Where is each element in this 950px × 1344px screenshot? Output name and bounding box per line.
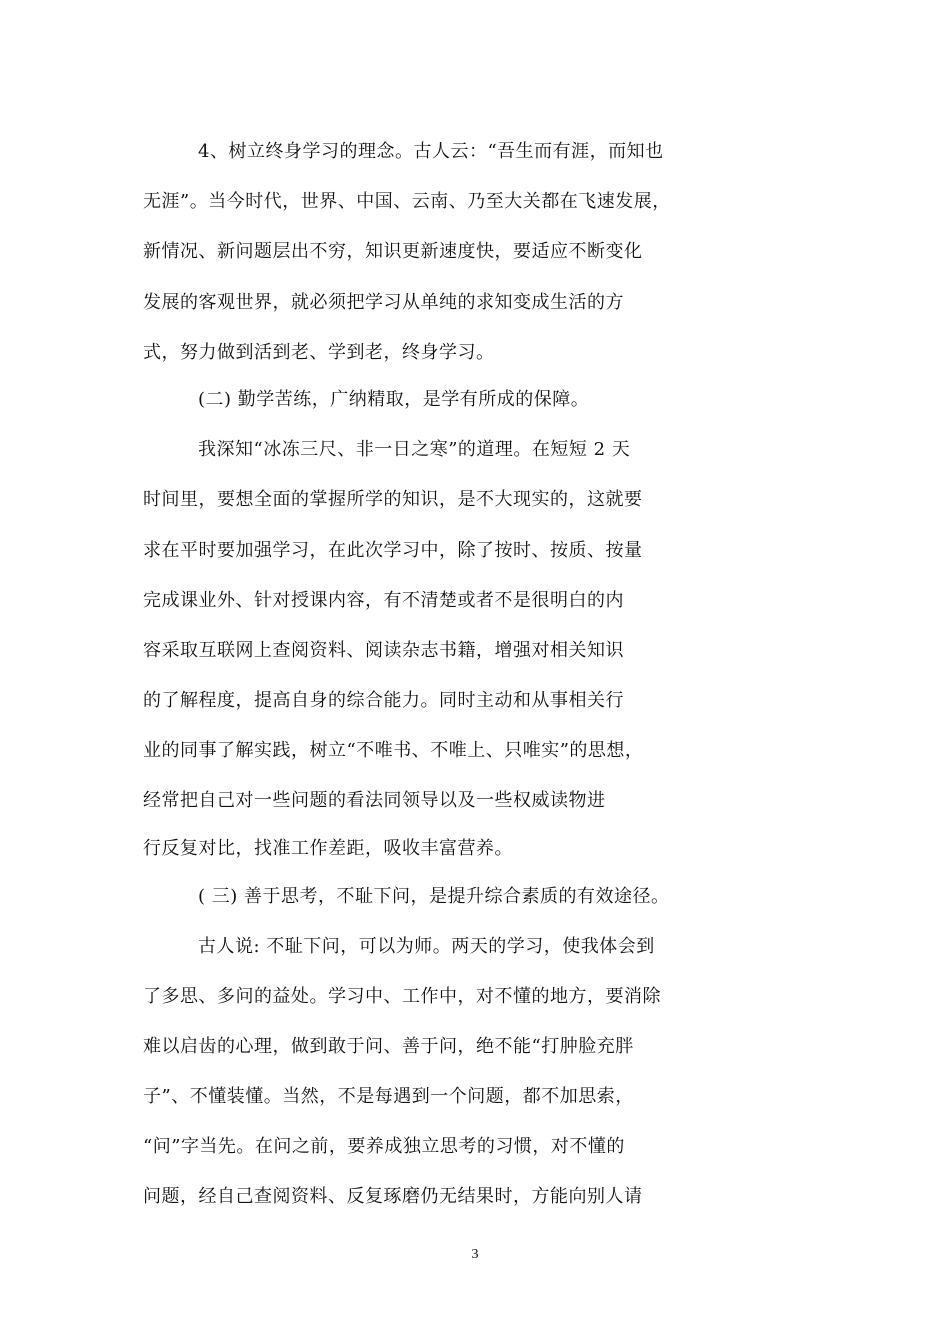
text-line: 发展的客观世界，就必须把学习从单纯的求知变成生活的方 xyxy=(143,292,624,313)
text-line: 无涯”。当今时代，世界、中国、云南、乃至大关都在飞速发展， xyxy=(143,191,671,212)
text-line: 行反复对比，找准工作差距，吸收丰富营养。 xyxy=(143,838,513,859)
text-line: 古人说: 不耻下问，可以为师。两天的学习，使我体会到 xyxy=(198,936,655,957)
text-line: 求在平时要加强学习，在此次学习中，除了按时、按质、按量 xyxy=(143,540,643,561)
section-heading: (二) 勤学苦练，广纳精取，是学有所成的保障。 xyxy=(198,389,590,410)
text-line: 新情况、新问题层出不穷，知识更新速度快，要适应不断变化 xyxy=(143,241,643,262)
text-line: “问”字当先。在问之前，要养成独立思考的习惯，对不懂的 xyxy=(143,1136,625,1157)
text-line: 经常把自己对一些问题的看法同领导以及一些权威读物进 xyxy=(143,790,606,811)
text-line: 时间里，要想全面的掌握所学的知识，是不大现实的，这就要 xyxy=(143,489,643,510)
text-line: 容采取互联网上查阅资料、阅读杂志书籍，增强对相关知识 xyxy=(143,640,624,661)
text-line: 4、树立终身学习的理念。古人云：“吾生而有涯，而知也 xyxy=(198,141,664,162)
text-line: 我深知“冰冻三尺、非一日之寒”的道理。在短短 2 天 xyxy=(198,439,631,460)
section-heading: ( 三) 善于思考，不耻下问，是提升综合素质的有效途径。 xyxy=(198,886,670,907)
text-line: 问题，经自己查阅资料、反复琢磨仍无结果时，方能向别人请 xyxy=(143,1186,643,1207)
text-line: 完成课业外、针对授课内容，有不清楚或者不是很明白的内 xyxy=(143,590,624,611)
page-number: 3 xyxy=(471,1247,479,1262)
text-line: 的了解程度，提高自身的综合能力。同时主动和从事相关行 xyxy=(143,690,624,711)
text-line: 业的同事了解实践，树立“不唯书、不唯上、只唯实”的思想， xyxy=(143,740,644,761)
text-line: 式，努力做到活到老、学到老，终身学习。 xyxy=(143,342,495,363)
text-line: 了多思、多问的益处。学习中、工作中，对不懂的地方，要消除 xyxy=(143,986,661,1007)
text-line: 难以启齿的心理，做到敢于问、善于问，绝不能“打肿脸充胖 xyxy=(143,1036,634,1057)
text-line: 子”、不懂装懂。当然，不是每遇到一个问题，都不加思索， xyxy=(143,1086,634,1107)
